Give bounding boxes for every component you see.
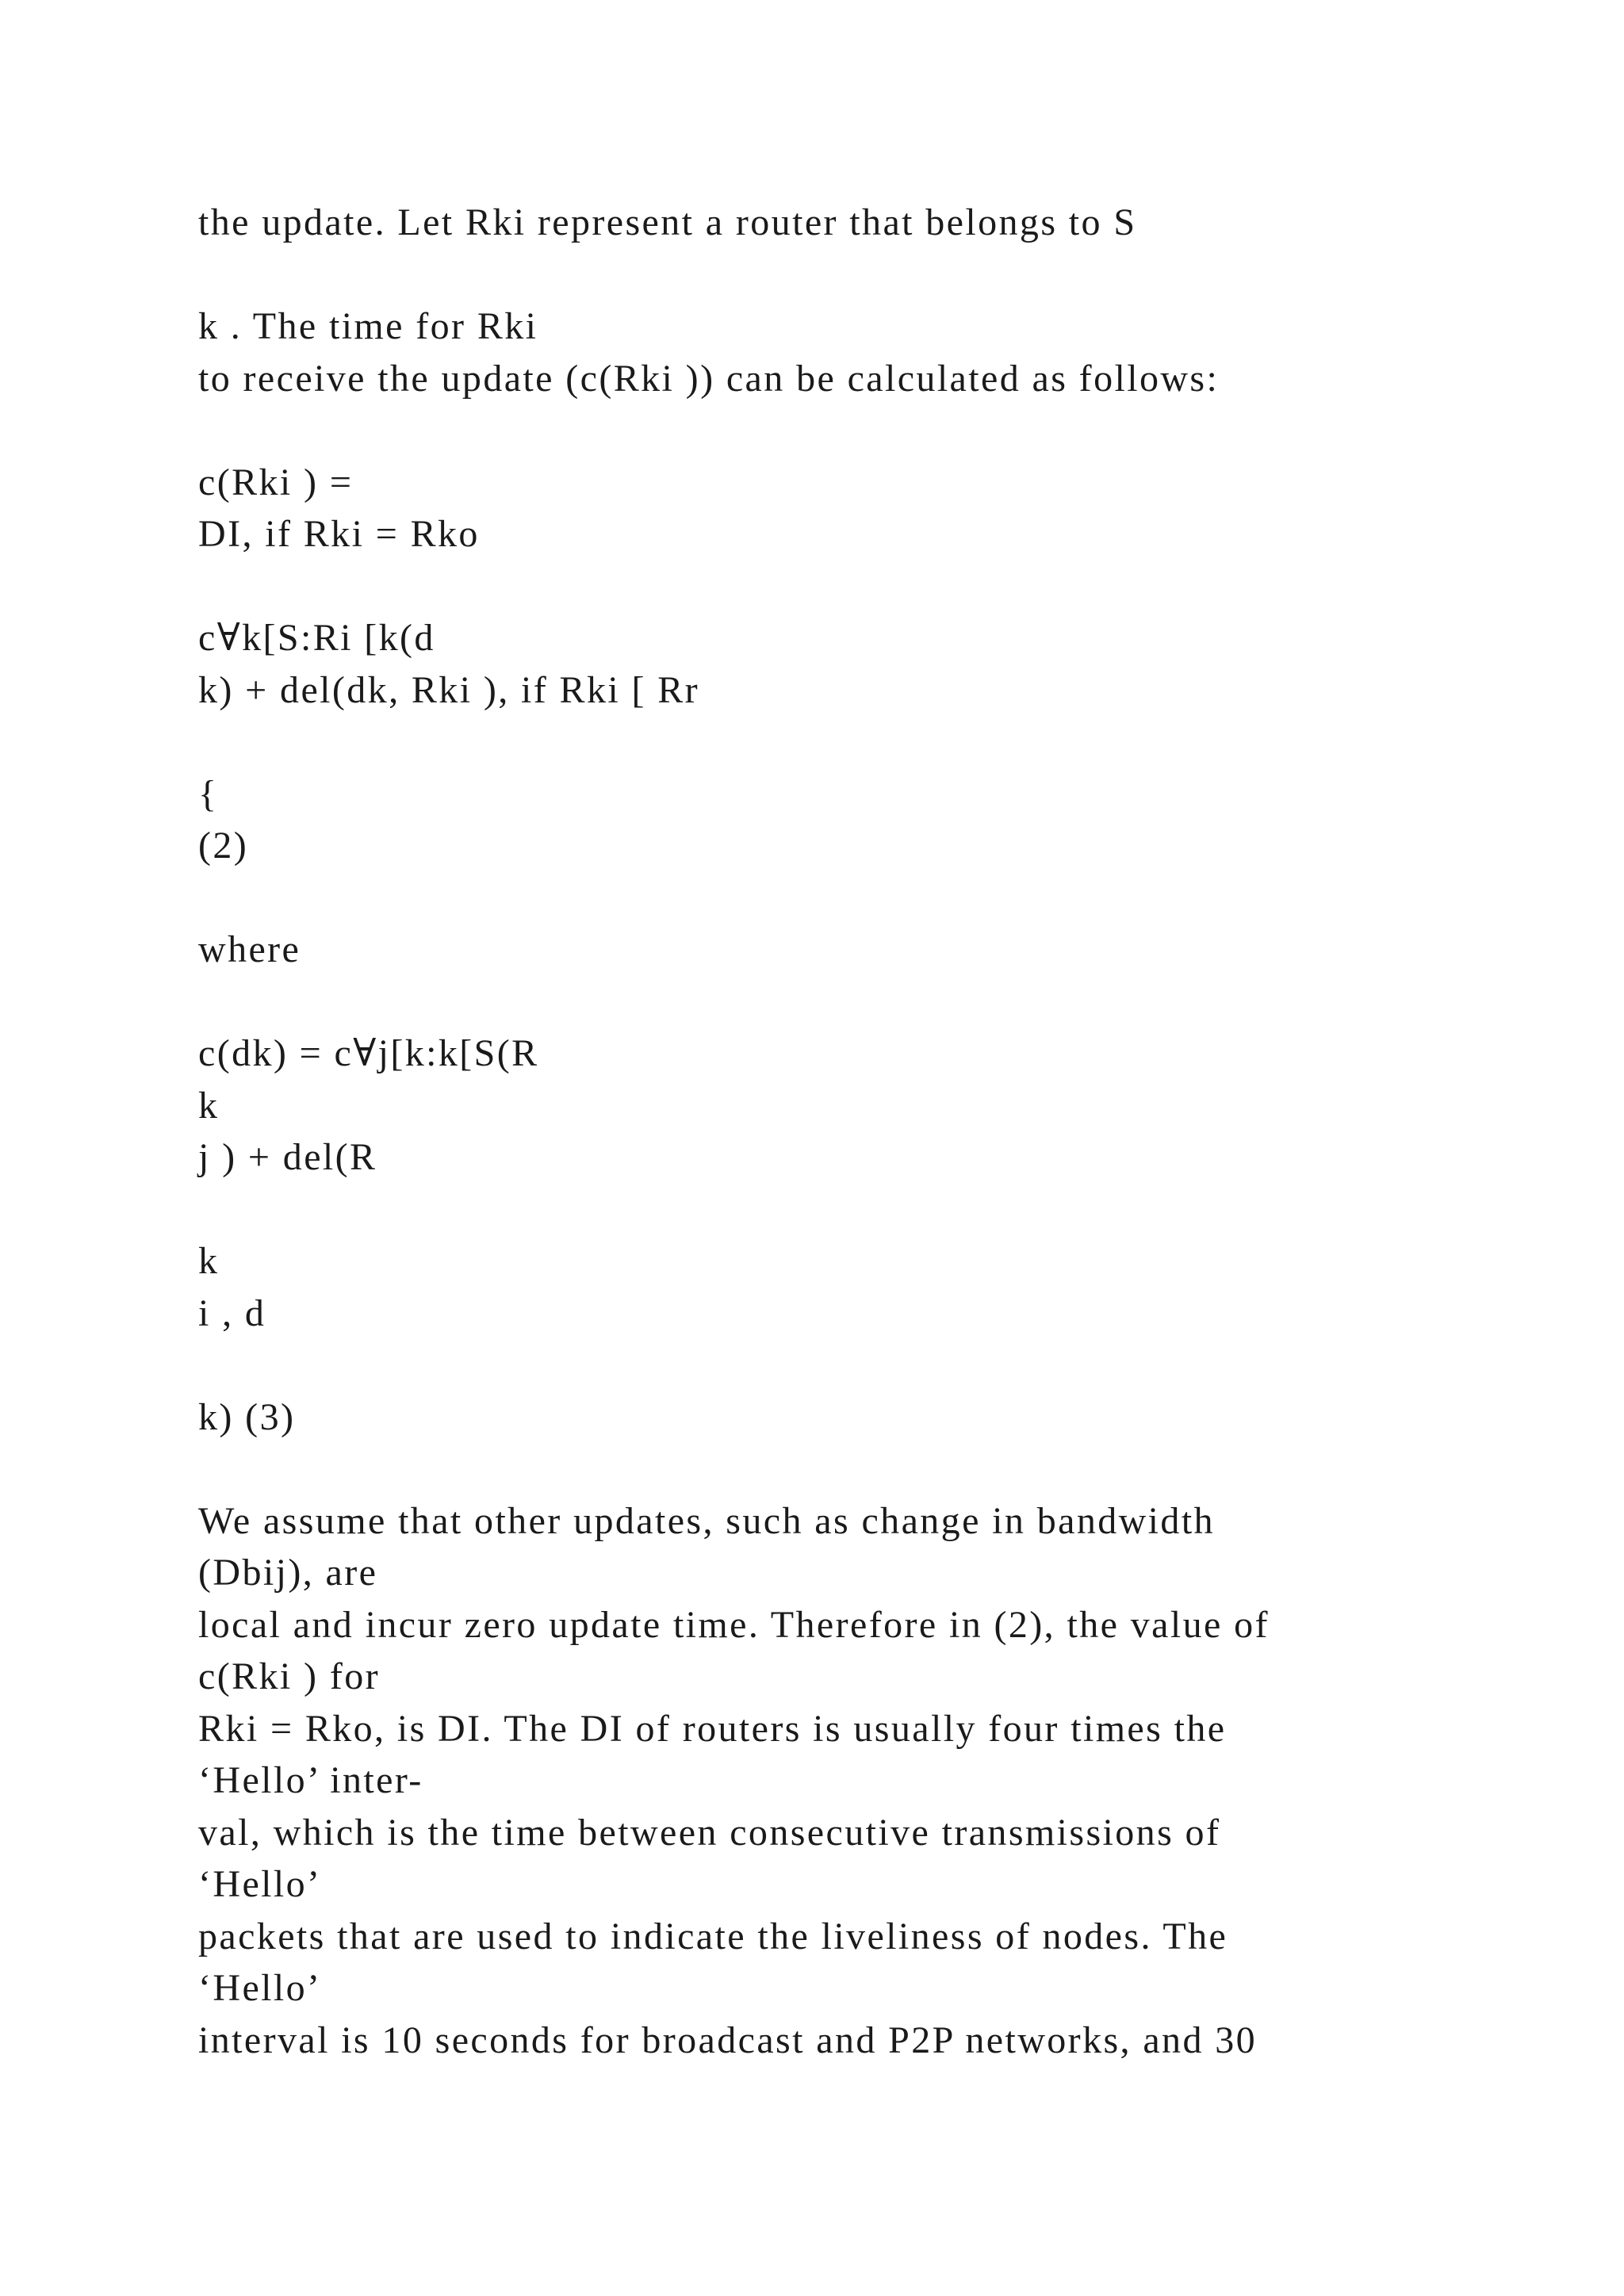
text-line: ‘Hello’ inter- (198, 1759, 423, 1801)
equation-line: k) + del(dk, Rki ), if Rki [ Rr (198, 668, 700, 711)
text-line: where (198, 928, 301, 970)
text-line: to receive the update (c(Rki )) can be calculated as follows: (198, 357, 1220, 400)
text-line: the update. Let Rki represent a router that belongs to S (198, 201, 1137, 243)
blank-line (198, 716, 1467, 768)
blank-line (198, 249, 1467, 301)
equation-line: c∀k[S:Ri [k(d (198, 617, 435, 659)
equation-line: k (198, 1084, 220, 1127)
text-line: interval is 10 seconds for broadcast and P2P networks, and 30 (198, 2019, 1258, 2061)
text-line: ‘Hello’ (198, 1967, 322, 2009)
blank-line (198, 1339, 1467, 1391)
equation-line: i , d (198, 1292, 266, 1334)
text-line: (Dbij), are (198, 1552, 378, 1594)
equation-line: j ) + del(R (198, 1136, 377, 1178)
blank-line (198, 1443, 1467, 1495)
blank-line (198, 1184, 1467, 1236)
blank-line (198, 561, 1467, 613)
equation-line: k (198, 1240, 220, 1282)
blank-line (198, 872, 1467, 924)
blank-line (198, 976, 1467, 1028)
document-body (198, 197, 1467, 2066)
equation-brace: { (198, 772, 219, 815)
equation-line: c(dk) = c∀j[k:k[S(R (198, 1032, 539, 1074)
text-line: packets that are used to indicate the liveliness of nodes. The (198, 1915, 1228, 1957)
equation-number: (2) (198, 825, 249, 867)
text-line: c(Rki ) for (198, 1655, 380, 1697)
text-line: local and incur zero update time. Therefore in (2), the value of (198, 1603, 1270, 1646)
text-line: ‘Hello’ (198, 1863, 322, 1905)
text-line: Rki = Rko, is DI. The DI of routers is usually four times the (198, 1707, 1227, 1750)
equation-line: c(Rki ) = (198, 461, 354, 503)
equation-line: DI, if Rki = Rko (198, 513, 480, 555)
equation-number: k) (3) (198, 1395, 296, 1438)
text-line: k . The time for Rki (198, 305, 538, 347)
text-line: val, which is the time between consecutive transmissions of (198, 1811, 1221, 1854)
text-line: We assume that other updates, such as change in bandwidth (198, 1499, 1215, 1542)
blank-line (198, 404, 1467, 457)
